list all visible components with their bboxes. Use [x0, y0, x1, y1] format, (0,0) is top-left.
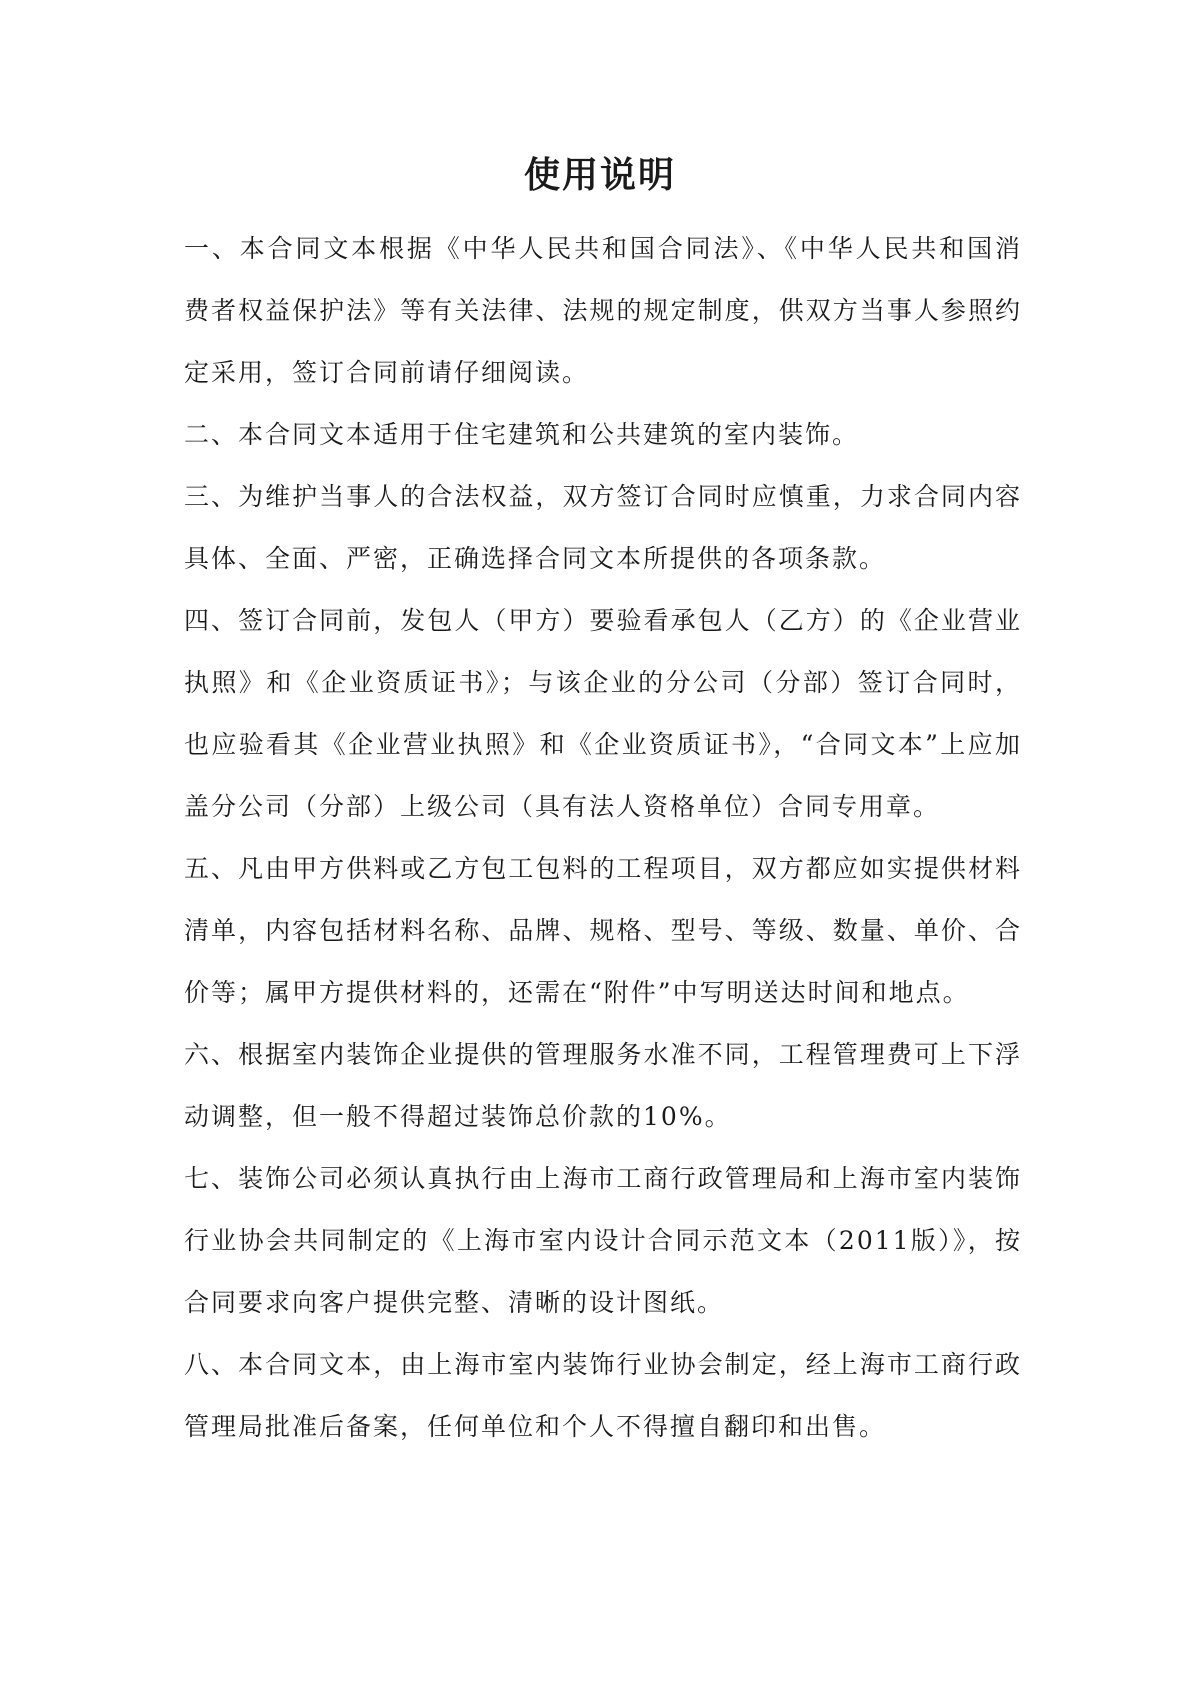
paragraph-8: 八、本合同文本，由上海市室内装饰行业协会制定，经上海市工商行政管理局批准后备案，任何单位和个人不得擅自翻印和出售。 [184, 1350, 1022, 1441]
paragraph-4: 四、签订合同前，发包人（甲方）要验看承包人（乙方）的《企业营业执照》和《企业资质证书》；与该企业的分公司（分部）签订合同时，也应验看其《企业营业执照》和《企业资质证书》，“合同文本”上应加盖分公司（分部）上级公司（具有法人资格单位）合同专用章。 [184, 606, 1022, 821]
paragraph-2: 二、本合同文本适用于住宅建筑和公共建筑的室内装饰。 [184, 420, 860, 449]
paragraph-5: 五、凡由甲方供料或乙方包工包料的工程项目，双方都应如实提供材料清单，内容包括材料名称、品牌、规格、型号、等级、数量、单价、合价等；属甲方提供材料的，还需在“附件”中写明送达时间和地点。 [184, 854, 1022, 1007]
paragraph-6: 六、根据室内装饰企业提供的管理服务水准不同，工程管理费可上下浮动调整，但一般不得超过装饰总价款的10%。 [184, 1040, 1022, 1131]
paragraph-3: 三、为维护当事人的合法权益，双方签订合同时应慎重，力求合同内容具体、全面、严密，正确选择合同文本所提供的各项条款。 [184, 482, 1022, 573]
page-title: 使用说明 [523, 154, 676, 196]
document-body [184, 218, 1022, 1458]
paragraph-1: 一、本合同文本根据《中华人民共和国合同法》、《中华人民共和国消费者权益保护法》等有关法律、法规的规定制度，供双方当事人参照约定采用，签订合同前请仔细阅读。 [184, 234, 1022, 387]
paragraph-7: 七、装饰公司必须认真执行由上海市工商行政管理局和上海市室内装饰行业协会共同制定的《上海市室内设计合同示范文本（2011版）》，按合同要求向客户提供完整、清晰的设计图纸。 [184, 1164, 1022, 1317]
